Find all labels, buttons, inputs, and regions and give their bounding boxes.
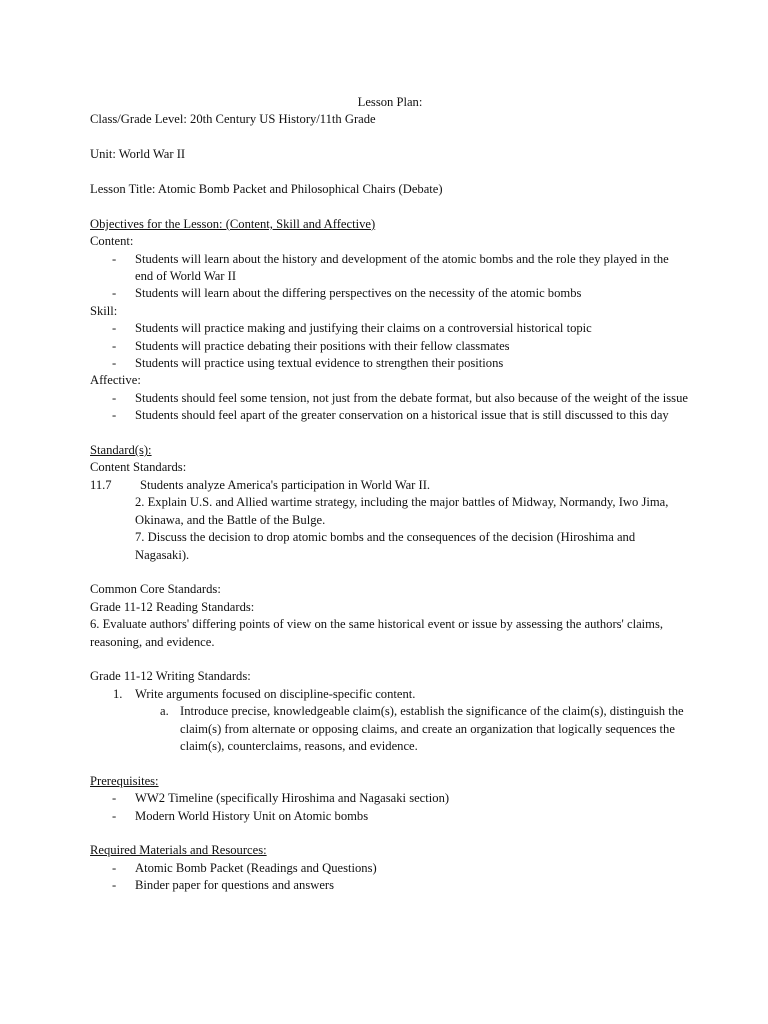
list-item: - Atomic Bomb Packet (Readings and Questions) — [112, 860, 377, 875]
page-title: Lesson Plan: — [357, 95, 423, 109]
document-body — [90, 94, 690, 895]
objectives-heading: Objectives for the Lesson: (Content, Skill and Affective) — [90, 216, 376, 231]
list-item: - Binder paper for questions and answers — [112, 878, 334, 893]
list-item: - Students will learn about the history and development of the atomic bombs and the role they played in the end of World War II — [112, 251, 669, 284]
list-item: a. Introduce precise, knowledgeable claim(s), establish the significance of the claim(s), distinguish the claim(s) from alternate or opposing claims, and create an organization that logically sequences the claim(s), counterclaims, reasons, and evidence. — [160, 704, 684, 753]
reading-standard-text: 6. Evaluate authors' differing points of view on the same historical event or issue by assessing the authors' claims, reasoning, and evidence. — [90, 617, 663, 649]
affective-label: Affective: — [90, 373, 141, 388]
list-item: - Students will practice making and justifying their claims on a controversial historical topic — [112, 321, 592, 336]
list-item: 1. Write arguments focused on discipline-specific content. — [113, 686, 416, 701]
list-item: - Students will practice debating their positions with their fellow classmates — [112, 338, 510, 353]
content-standards-label: Content Standards: — [90, 460, 187, 475]
materials-heading: Required Materials and Resources: — [90, 843, 267, 858]
lesson-title-line: Lesson Title: Atomic Bomb Packet and Philosophical Chairs (Debate) — [90, 182, 443, 196]
list-item: - WW2 Timeline (specifically Hiroshima and Nagasaki section) — [112, 791, 450, 806]
common-core-label: Common Core Standards: — [90, 582, 221, 597]
standard-sub-item: 2. Explain U.S. and Allied wartime strategy, including the major battles of Midway, Normandy, Iwo Jima, Okinawa, and the Battle of the Bulge. — [135, 495, 669, 527]
standards-heading: Standard(s): — [90, 443, 152, 458]
list-item: - Students will learn about the differing perspectives on the necessity of the atomic bombs — [112, 286, 582, 301]
unit-line: Unit: World War II — [90, 147, 186, 162]
list-item: - Students will practice using textual evidence to strengthen their positions — [112, 356, 504, 371]
standard-sub-item: 7. Discuss the decision to drop atomic bombs and the consequences of the decision (Hiroshima and Nagasaki). — [135, 530, 636, 562]
reading-standards-label: Grade 11-12 Reading Standards: — [90, 599, 255, 614]
writing-standards-label: Grade 11-12 Writing Standards: — [90, 669, 251, 684]
list-item: - Students should feel apart of the greater conservation on a historical issue that is still discussed to this day — [112, 408, 669, 423]
prerequisites-heading: Prerequisites: — [90, 773, 159, 788]
content-label: Content: — [90, 234, 134, 249]
skill-label: Skill: — [90, 303, 118, 318]
standard-11-7: 11.7 Students analyze America's participation in World War II. — [90, 477, 431, 492]
list-item: - Students should feel some tension, not just from the debate format, but also because of the weight of the issue — [112, 390, 688, 405]
list-item: - Modern World History Unit on Atomic bombs — [112, 808, 369, 823]
class-grade-line: Class/Grade Level: 20th Century US History/11th Grade — [90, 112, 376, 127]
